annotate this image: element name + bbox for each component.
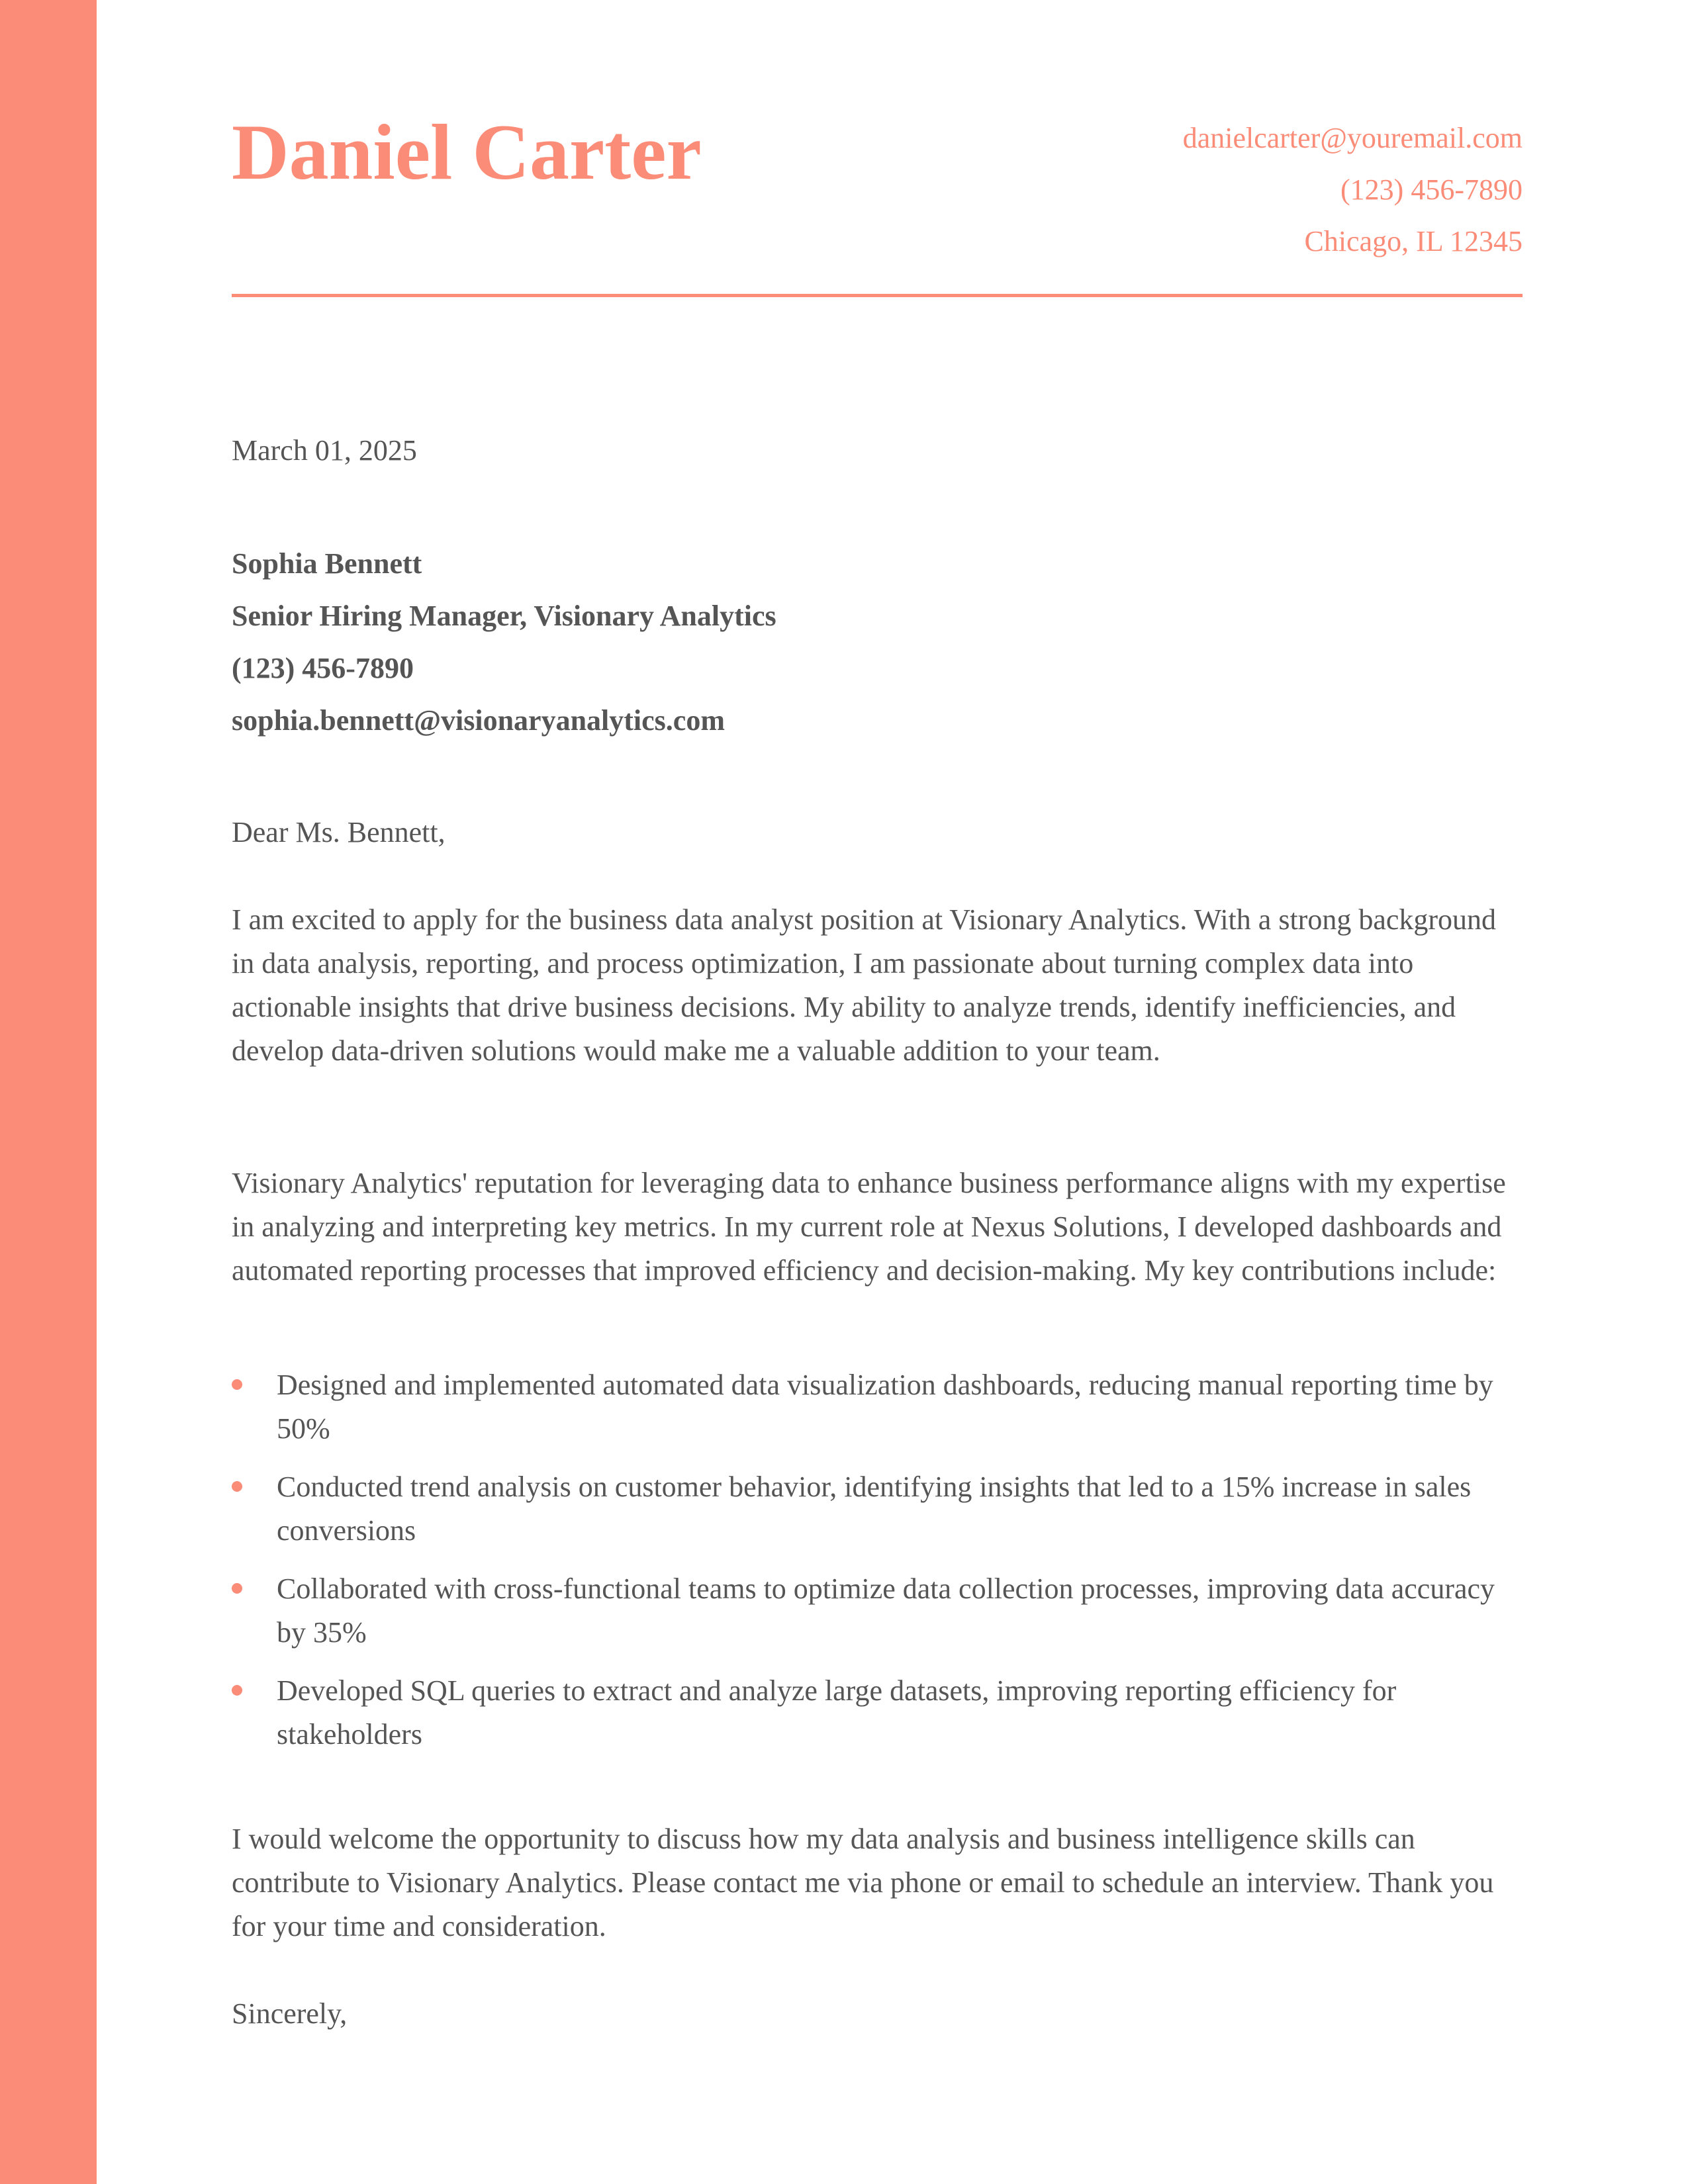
sign-off: Sincerely,	[232, 1997, 348, 2030]
list-item	[232, 1669, 1523, 1756]
closing-paragraph: I would welcome the opportunity to discuss how my data analysis and business intelligence skills can contribute to Visionary Analytics. Please contact me via phone or email to schedule an interview. Thank you for your time and consideration.	[232, 1823, 1494, 1942]
header-divider	[232, 294, 1523, 297]
accent-sidebar	[0, 0, 97, 2184]
list-item-text: Conducted trend analysis on customer behavior, identifying insights that led to a 15% increase in sales conversions	[277, 1471, 1472, 1547]
intro-paragraph: I am excited to apply for the business data analyst position at Visionary Analytics. With a strong background in data analysis, reporting, and process optimization, I am passionate about turning complex data into actionable insights that drive business decisions. My ability to analyze trends, identify inefficiencies, and develop data-driven solutions would make me a valuable addition to your team.	[232, 903, 1497, 1067]
list-item	[232, 1465, 1523, 1553]
recipient-block	[232, 537, 776, 747]
bullet-dot-icon	[232, 1379, 242, 1390]
list-item-text: Collaborated with cross-functional teams to optimize data collection processes, improving data accuracy by 35%	[277, 1572, 1495, 1649]
recipient-name: Sophia Bennett	[232, 547, 422, 580]
sender-contact	[1183, 113, 1523, 267]
recipient-title: Senior Hiring Manager, Visionary Analytics	[232, 600, 776, 632]
recipient-email: sophia.bennett@visionaryanalytics.com	[232, 704, 725, 737]
list-item	[232, 1567, 1523, 1655]
bullet-dot-icon	[232, 1481, 242, 1492]
list-item	[232, 1363, 1523, 1451]
bullet-dot-icon	[232, 1685, 242, 1696]
sender-phone: (123) 456-7890	[1340, 173, 1523, 206]
list-item-text: Developed SQL queries to extract and analyze large datasets, improving reporting efficiency for stakeholders	[277, 1674, 1397, 1751]
letter-date: March 01, 2025	[232, 434, 417, 467]
experience-paragraph: Visionary Analytics' reputation for leveraging data to enhance business performance aligns with my expertise in analyzing and interpreting key metrics. In my current role at Nexus Solutions, I developed dashboards and automated reporting processes that improved efficiency and decision-making. My key contributions include:	[232, 1167, 1506, 1287]
sender-location: Chicago, IL 12345	[1304, 225, 1523, 257]
list-item-text: Designed and implemented automated data visualization dashboards, reducing manual reporting time by 50%	[277, 1369, 1493, 1445]
contributions-list	[232, 1363, 1523, 1771]
bullet-dot-icon	[232, 1583, 242, 1594]
sender-name: Daniel Carter	[232, 108, 702, 196]
sender-email: danielcarter@youremail.com	[1182, 122, 1523, 154]
recipient-phone: (123) 456-7890	[232, 652, 414, 684]
salutation: Dear Ms. Bennett,	[232, 816, 445, 848]
